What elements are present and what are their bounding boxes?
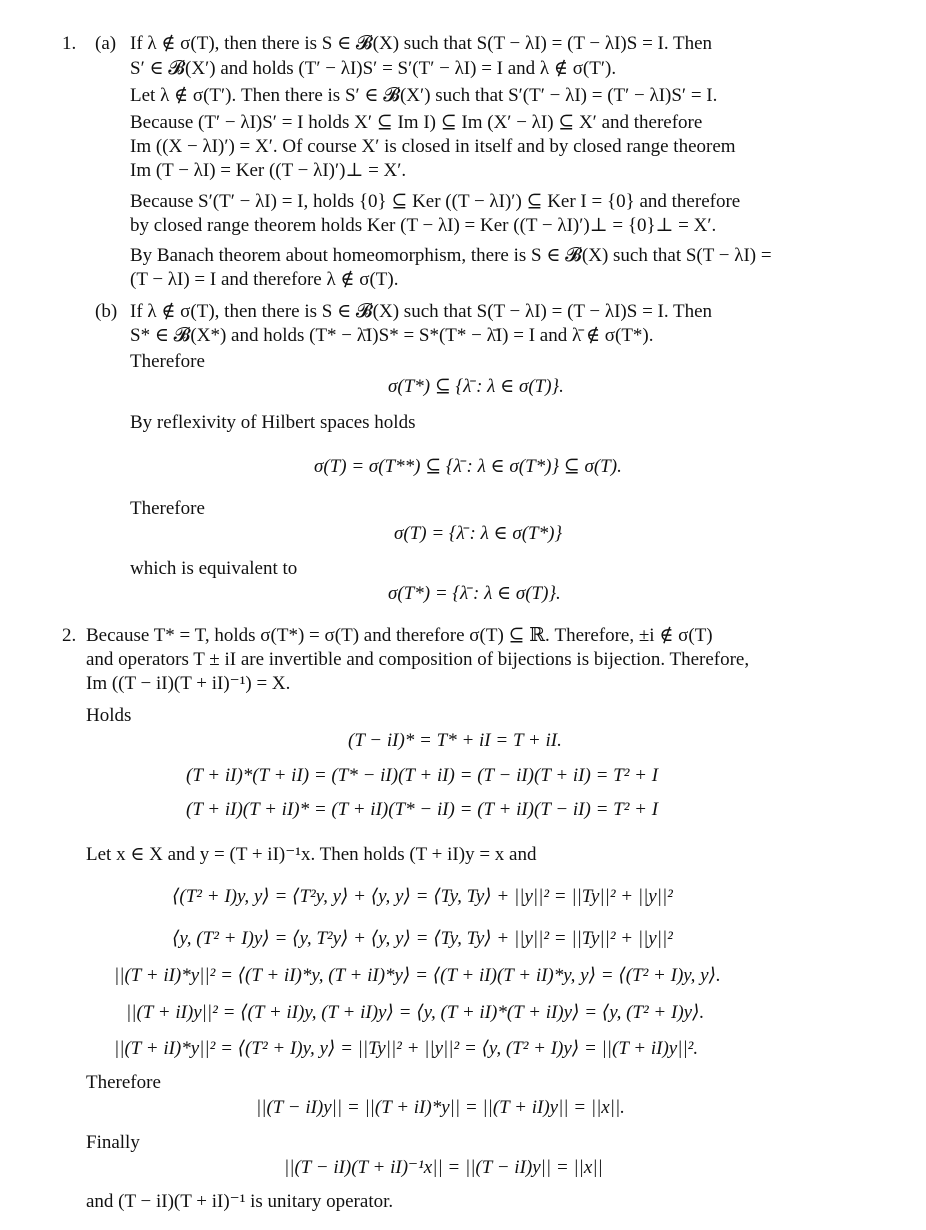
item-1a-line-3: Let λ ∉ σ(T′). Then there is S′ ∈ 𝓑(X′) such that S′(T′ − λI) = (T′ − λI)S′ = I. bbox=[130, 85, 718, 106]
item-2-finally: Finally bbox=[86, 1132, 140, 1153]
item-2-line-2: and operators T ± iI are invertible and composition of bijections is bijection. Therefore, bbox=[86, 649, 750, 670]
item-1a-line-5: Im ((X − λI)′) = X′. Of course X′ is closed in itself and by closed range theorem bbox=[130, 136, 736, 157]
item-1a-line-6: Im (T − λI) = Ker ((T − λI)′)⊥ = X′. bbox=[130, 160, 407, 181]
item-1b-equivalent-text: which is equivalent to bbox=[130, 558, 298, 579]
item-2-equation-final: ||(T − iI)(T + iI)⁻¹x|| = ||(T − iI)y|| = ||x|| bbox=[284, 1157, 603, 1178]
item-1b-therefore-2: Therefore bbox=[130, 498, 205, 519]
item-2-equation-inner-1: ⟨(T² + I)y, y⟩ = ⟨T²y, y⟩ + ⟨y, y⟩ = ⟨Ty, Ty⟩ + ||y||² = ||Ty||² + ||y||² bbox=[172, 886, 673, 907]
item-1b-equation-3: σ(T) = {λ̄ : λ ∈ σ(T*)} bbox=[394, 523, 563, 544]
item-2-let-text: Let x ∈ X and y = (T + iI)⁻¹x. Then holds (T + iI)y = x and bbox=[86, 844, 537, 865]
item-1a-line-1: If λ ∉ σ(T), then there is S ∈ 𝓑(X) such that S(T − λI) = (T − λI)S = I. Then bbox=[130, 33, 713, 54]
item-2-line-1: Because T* = T, holds σ(T*) = σ(T) and therefore σ(T) ⊆ ℝ. Therefore, ±i ∉ σ(T) bbox=[86, 625, 713, 646]
item-1b-equation-2: σ(T) = σ(T**) ⊆ {λ̄ : λ ∈ σ(T*)} ⊆ σ(T). bbox=[314, 456, 622, 477]
item-1b-therefore-1: Therefore bbox=[130, 351, 205, 372]
item-2-conclusion: and (T − iI)(T + iI)⁻¹ is unitary operator. bbox=[86, 1191, 394, 1212]
item-1b-line-1: If λ ∉ σ(T), then there is S ∈ 𝓑(X) such that S(T − λI) = (T − λI)S = I. Then bbox=[130, 301, 713, 322]
item-2-line-3: Im ((T − iI)(T + iI)⁻¹) = X. bbox=[86, 673, 291, 694]
item-2-equation-norm-1: ||(T + iI)*y||² = ⟨(T + iI)*y, (T + iI)*y⟩ = ⟨(T + iI)(T + iI)*y, y⟩ = ⟨(T² + I)y, y⟩. bbox=[114, 965, 721, 986]
item-2-equation-inner-2: ⟨y, (T² + I)y⟩ = ⟨y, T²y⟩ + ⟨y, y⟩ = ⟨Ty, Ty⟩ + ||y||² = ||Ty||² + ||y||² bbox=[172, 928, 673, 949]
item-1b-label: (b) bbox=[95, 301, 118, 322]
item-2-equation-product-1: (T + iI)*(T + iI) = (T* − iI)(T + iI) = (T − iI)(T + iI) = T² + I bbox=[186, 765, 659, 786]
item-1a-label: (a) bbox=[95, 33, 117, 54]
item-1a-line-8: by closed range theorem holds Ker (T − λI) = Ker ((T − λI)′)⊥ = {0}⊥ = X′. bbox=[130, 215, 717, 236]
item-1a-line-9: By Banach theorem about homeomorphism, there is S ∈ 𝓑(X) such that S(T − λI) = bbox=[130, 245, 772, 266]
item-1a-line-7: Because S′(T′ − λI) = I, holds {0} ⊆ Ker ((T − λI)′) ⊆ Ker I = {0} and therefore bbox=[130, 191, 741, 212]
item-2-therefore: Therefore bbox=[86, 1072, 161, 1093]
item-2-equation-adjoint: (T − iI)* = T* + iI = T + iI. bbox=[348, 730, 562, 751]
item-1b-reflexivity-text: By reflexivity of Hilbert spaces holds bbox=[130, 412, 416, 433]
item-1b-equation-1: σ(T*) ⊆ {λ̄ : λ ∈ σ(T)}. bbox=[388, 376, 564, 397]
item-2-equation-norm-2: ||(T + iI)y||² = ⟨(T + iI)y, (T + iI)y⟩ = ⟨y, (T + iI)*(T + iI)y⟩ = ⟨y, (T² + I)y⟩. bbox=[126, 1002, 705, 1023]
item-2-holds: Holds bbox=[86, 705, 132, 726]
item-1a-line-10: (T − λI) = I and therefore λ ∉ σ(T). bbox=[130, 269, 399, 290]
item-1b-equation-4: σ(T*) = {λ̄ : λ ∈ σ(T)}. bbox=[388, 583, 561, 604]
item-1a-line-4: Because (T′ − λI)S′ = I holds X′ ⊆ Im I) ⊆ Im (X′ − λI) ⊆ X′ and therefore bbox=[130, 112, 703, 133]
item-2-number: 2. bbox=[62, 625, 77, 646]
item-2-equation-norm-3: ||(T + iI)*y||² = ⟨(T² + I)y, y⟩ = ||Ty||² + ||y||² = ⟨y, (T² + I)y⟩ = ||(T + iI)y||². bbox=[114, 1038, 699, 1059]
item-1-number: 1. bbox=[62, 33, 77, 54]
item-2-equation-product-2: (T + iI)(T + iI)* = (T + iI)(T* − iI) = (T + iI)(T − iI) = T² + I bbox=[186, 799, 659, 820]
item-2-equation-isometry: ||(T − iI)y|| = ||(T + iI)*y|| = ||(T + iI)y|| = ||x||. bbox=[256, 1097, 625, 1118]
item-1b-line-2: S* ∈ 𝓑(X*) and holds (T* − λ̄I)S* = S*(T* − λ̄I) = I and λ̄ ∉ σ(T*). bbox=[130, 325, 654, 346]
item-1a-line-2: S′ ∈ 𝓑(X′) and holds (T′ − λI)S′ = S′(T′ − λI) = I and λ ∉ σ(T′). bbox=[130, 58, 617, 79]
